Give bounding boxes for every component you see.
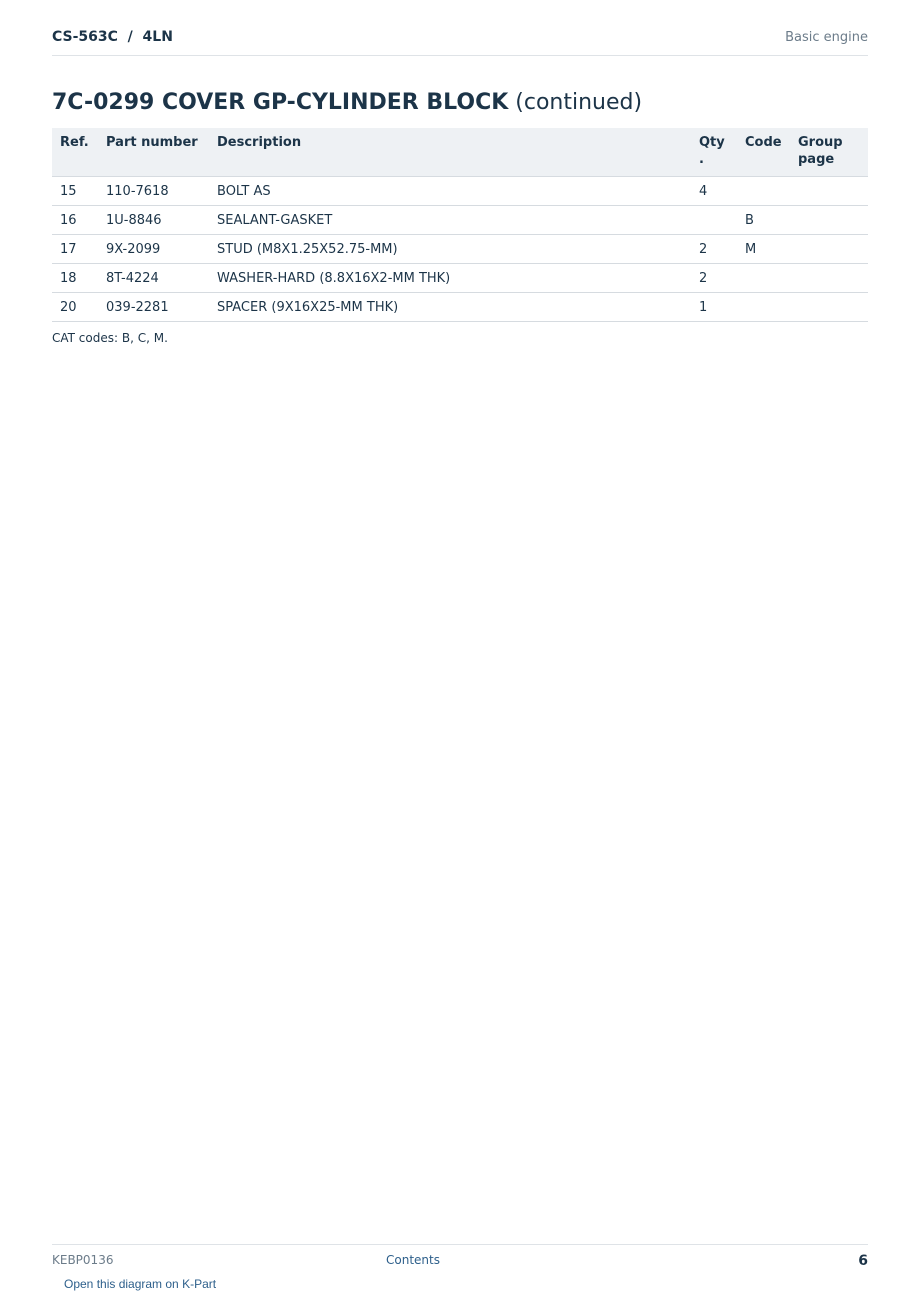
page-header [52, 28, 868, 56]
cell-part-number: 1U-8846 [98, 206, 209, 235]
cell-description: BOLT AS [209, 177, 691, 206]
cell-ref: 15 [52, 177, 98, 206]
table-row [52, 264, 868, 293]
page-footer [52, 1244, 868, 1295]
cell-code: M [737, 235, 790, 264]
table-row [52, 235, 868, 264]
cell-description: WASHER-HARD (8.8X16X2-MM THK) [209, 264, 691, 293]
cat-codes-note: CAT codes: B, C, M. [52, 331, 168, 345]
header-qty [691, 128, 737, 177]
header-ref: Ref. [52, 128, 98, 177]
cell-qty: 2 [691, 235, 737, 264]
table-row [52, 293, 868, 322]
cell-qty: 1 [691, 293, 737, 322]
cell-group-page [790, 177, 868, 206]
cell-code [737, 264, 790, 293]
cell-ref: 16 [52, 206, 98, 235]
cell-description: SEALANT-GASKET [209, 206, 691, 235]
cell-code: B [737, 206, 790, 235]
kpart-diagram-link[interactable]: Open this diagram on K-Part [64, 1277, 217, 1291]
cell-group-page [790, 206, 868, 235]
cell-code [737, 177, 790, 206]
header-code: Code [737, 128, 790, 177]
cell-part-number: 039-2281 [98, 293, 209, 322]
header-description: Description [209, 128, 691, 177]
cell-group-page [790, 293, 868, 322]
cell-code [737, 293, 790, 322]
cell-part-number: 110-7618 [98, 177, 209, 206]
table-row [52, 177, 868, 206]
header-group-line2: page [798, 152, 835, 167]
cell-ref: 20 [52, 293, 98, 322]
header-group-line1: Group [798, 135, 843, 150]
cell-group-page [790, 264, 868, 293]
table-header-row [52, 128, 868, 177]
title-suffix: (continued) [515, 90, 643, 115]
cell-qty: 2 [691, 264, 737, 293]
model-label: CS-563C / 4LN [52, 29, 173, 45]
header-qty-line1: Qty [699, 135, 725, 150]
parts-table [52, 128, 868, 322]
cell-description: SPACER (9X16X25-MM THK) [209, 293, 691, 322]
cell-ref: 18 [52, 264, 98, 293]
cell-part-number: 8T-4224 [98, 264, 209, 293]
header-group-page [790, 128, 868, 177]
page-title [52, 90, 642, 115]
page-number: 6 [858, 1253, 868, 1269]
title-main: 7C-0299 COVER GP-CYLINDER BLOCK [52, 90, 509, 115]
cell-part-number: 9X-2099 [98, 235, 209, 264]
cell-qty [691, 206, 737, 235]
table-row [52, 206, 868, 235]
cell-ref: 17 [52, 235, 98, 264]
cell-group-page [790, 235, 868, 264]
document-code: KEBP0136 [52, 1253, 114, 1267]
section-label: Basic engine [785, 30, 868, 45]
cell-qty: 4 [691, 177, 737, 206]
header-qty-line2: . [699, 152, 704, 167]
cell-description: STUD (M8X1.25X52.75-MM) [209, 235, 691, 264]
header-part-number: Part number [98, 128, 209, 177]
contents-link[interactable]: Contents [386, 1253, 440, 1267]
